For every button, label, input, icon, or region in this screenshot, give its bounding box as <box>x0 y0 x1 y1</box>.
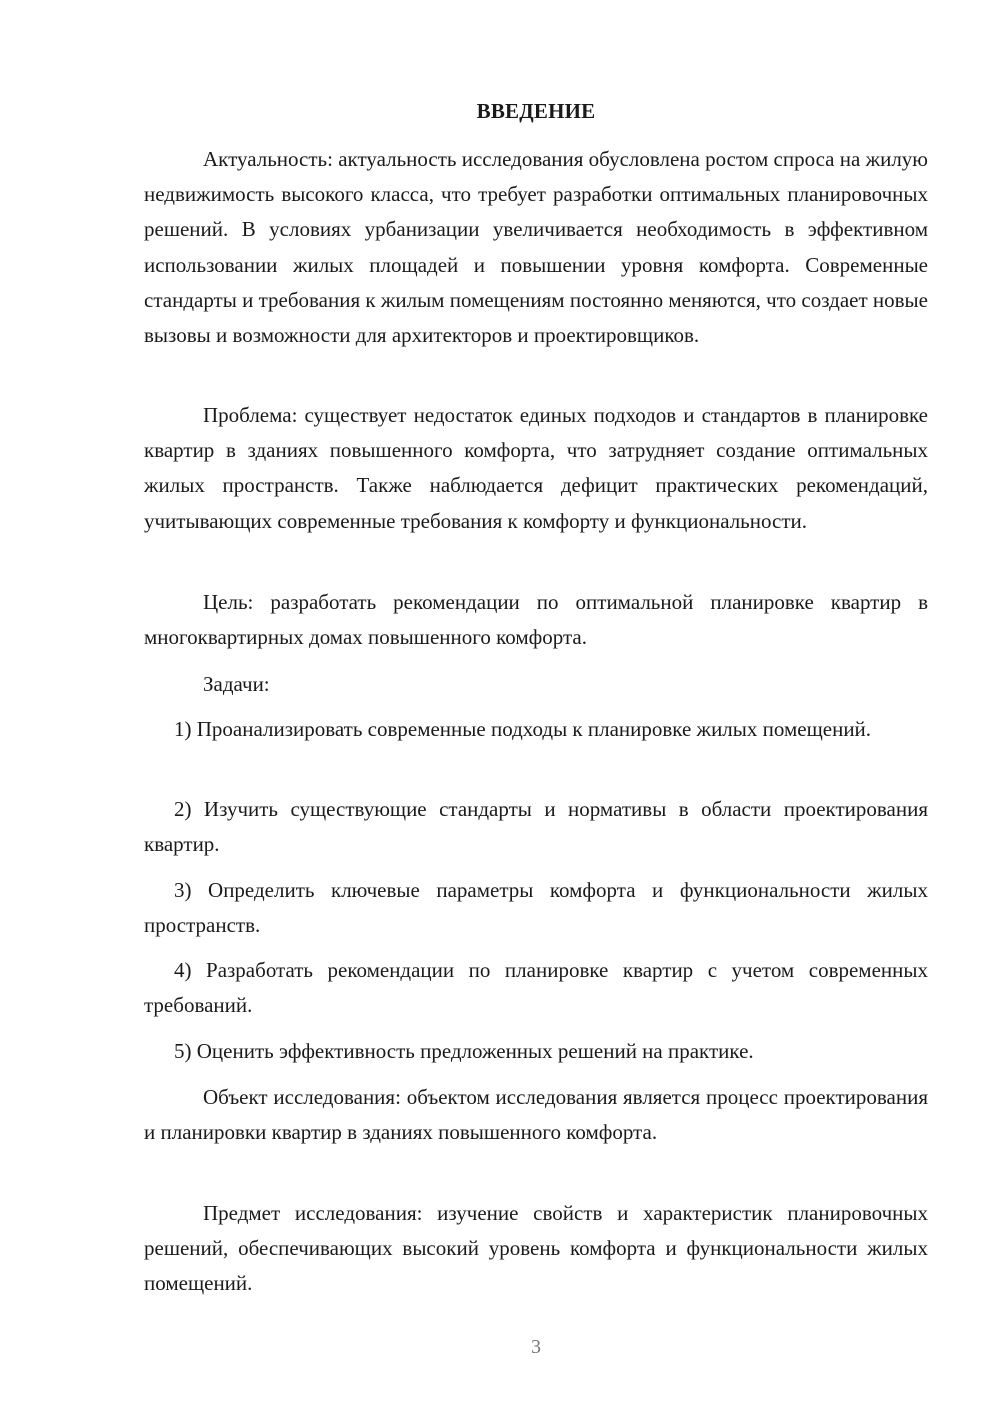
goal-paragraph: Цель: разработать рекомендации по оптимальной планировке квартир в многоквартирных домах повышенного комфорта. <box>144 590 928 650</box>
subject-paragraph: Предмет исследования: изучение свойств и характеристик планировочных решений, обеспечивающих высокий уровень комфорта и функциональности жилых помещений. <box>144 1201 928 1296</box>
task-item-2: 2) Изучить существующие стандарты и нормативы в области проектирования квартир. <box>144 797 928 857</box>
document-page <box>144 0 928 1414</box>
task-item-5: 5) Оценить эффективность предложенных решений на практике. <box>174 1039 754 1063</box>
page-number: 3 <box>531 1336 541 1358</box>
task-item-1: 1) Проанализировать современные подходы к планировке жилых помещений. <box>174 717 872 741</box>
relevance-paragraph: Актуальность: актуальность исследования обусловлена ростом спроса на жилую недвижимость высокого класса, что требует разработки оптимальных планировочных решений. В условиях урбанизации увеличивается необходимость в эффективном использовании жилых площадей и повышении уровня комфорта. Современные стандарты и требования к жилым помещениям постоянно меняются, что создает новые вызовы и возможности для архитекторов и проектировщиков. <box>144 147 928 348</box>
tasks-label: Задачи: <box>203 672 270 696</box>
task-item-3: 3) Определить ключевые параметры комфорта и функциональности жилых пространств. <box>144 878 928 938</box>
problem-paragraph: Проблема: существует недостаток единых подходов и стандартов в планировке квартир в зданиях повышенного комфорта, что затрудняет создание оптимальных жилых пространств. Также наблюдается дефицит практических рекомендаций, учитывающих современные требования к комфорту и функциональности. <box>144 403 928 533</box>
section-heading: ВВЕДЕНИЕ <box>476 99 596 123</box>
task-item-4: 4) Разработать рекомендации по планировке квартир с учетом современных требований. <box>144 958 928 1018</box>
object-paragraph: Объект исследования: объектом исследования является процесс проектирования и планировки квартир в зданиях повышенного комфорта. <box>144 1085 928 1145</box>
